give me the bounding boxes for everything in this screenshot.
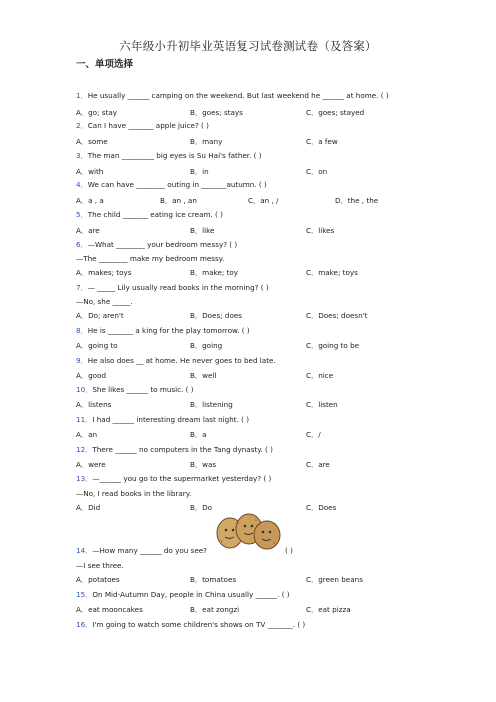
question-7-line-2: —No, she _____. (76, 297, 133, 306)
option-c: C．likes (306, 226, 335, 235)
option-b: B．well (190, 371, 217, 380)
question-6-line-2: —The ________ make my bedroom messy. (76, 254, 225, 263)
option-c: C．are (306, 460, 330, 469)
option-c: C．goes; stayed (306, 108, 365, 117)
option-a: A．a , a (76, 196, 104, 205)
question-6 (76, 240, 237, 250)
question-number: 1． (76, 91, 88, 100)
question-13-line-2: —No, I read books in the library. (76, 489, 192, 498)
question-8 (76, 326, 250, 336)
question-14 (76, 546, 207, 556)
option-b: B．Does; does (190, 311, 243, 320)
question-number: 11． (76, 415, 93, 424)
question-text: He usually ______ camping on the weekend. But last weekend he ______ at home. ( ) (87, 91, 389, 100)
option-b: B．eat zongzi (190, 605, 240, 614)
option-b: B．was (190, 460, 217, 469)
question-12 (76, 445, 273, 455)
option-c: C．eat pizza (306, 605, 351, 614)
question-14-line-2: —I see three. (76, 561, 124, 570)
option-a: A．going to (76, 341, 118, 350)
question-number: 13． (76, 474, 93, 483)
question-number: 7． (76, 283, 88, 292)
question-10 (76, 385, 194, 395)
section-heading: 一、单项选择 (76, 59, 134, 70)
option-a: A．were (76, 460, 106, 469)
option-a: A．makes; toys (76, 268, 132, 277)
question-2 (76, 121, 209, 131)
question-text: We can have ________ outing in _______autumn. ( ) (87, 180, 267, 189)
question-number: 16． (76, 620, 93, 629)
question-text: There ______ no computers in the Tang dynasty. ( ) (92, 445, 273, 454)
question-text: She likes ______ to music. ( ) (92, 385, 194, 394)
question-text: The child _______ eating ice cream. ( ) (87, 210, 223, 219)
option-a: A．an (76, 430, 98, 439)
question-text: The man _________ big eyes is Su Hai's father. ( ) (87, 151, 262, 160)
option-a: A．listens (76, 400, 112, 409)
option-d: D．the , the (335, 196, 379, 205)
question-text: —What ________ your bedroom messy? ( ) (87, 240, 238, 249)
question-text: Can I have _______ apple juice? ( ) (87, 121, 209, 130)
option-c: C．an , / (248, 196, 279, 205)
option-c: C．make; toys (306, 268, 358, 277)
question-text: —How many ______ do you see? (92, 546, 207, 555)
question-text: I'm going to watch some children's shows on TV _______. ( ) (92, 620, 306, 629)
option-a: A．good (76, 371, 107, 380)
option-c: C．going to be (306, 341, 360, 350)
option-b: B．going (190, 341, 223, 350)
option-b: B．like (190, 226, 215, 235)
potatoes-illustration (214, 511, 284, 553)
question-9 (76, 356, 276, 366)
question-11 (76, 415, 249, 425)
option-a: A．eat mooncakes (76, 605, 143, 614)
option-b: B．an , an (160, 196, 197, 205)
option-b: B．listening (190, 400, 233, 409)
option-c: C．Does (306, 503, 337, 512)
option-b: B．Do (190, 503, 213, 512)
option-a: A．are (76, 226, 100, 235)
option-b: B．make; toy (190, 268, 239, 277)
question-16 (76, 620, 305, 630)
question-number: 9． (76, 356, 88, 365)
question-text: I had ______ interesting dream last night. ( ) (92, 415, 250, 424)
option-b: B．in (190, 167, 209, 176)
question-number: 6． (76, 240, 88, 249)
option-b: B．many (190, 137, 223, 146)
option-c: C．on (306, 167, 328, 176)
question-text: He also does __ at home. He never goes to bed late. (87, 356, 276, 365)
question-number: 15． (76, 590, 93, 599)
option-b: B．tomatoes (190, 575, 237, 584)
option-c: C．listen (306, 400, 338, 409)
question-3 (76, 151, 262, 161)
question-text: On Mid-Autumn Day, people in China usually ______. ( ) (92, 590, 290, 599)
question-4 (76, 180, 267, 190)
question-5 (76, 210, 223, 220)
question-number: 4． (76, 180, 88, 189)
question-13 (76, 474, 271, 484)
question-number: 3． (76, 151, 88, 160)
question-15 (76, 590, 290, 600)
option-a: A．some (76, 137, 108, 146)
option-a: A．Did (76, 503, 101, 512)
question-1 (76, 91, 389, 101)
question-number: 12． (76, 445, 93, 454)
answer-parentheses: ( ) (285, 546, 293, 555)
option-a: A．go; stay (76, 108, 117, 117)
option-c: C．a few (306, 137, 338, 146)
option-c: C．nice (306, 371, 334, 380)
option-a: A．potatoes (76, 575, 120, 584)
option-c: C．Does; doesn't (306, 311, 368, 320)
option-b: B．goes; stays (190, 108, 243, 117)
option-b: B．a (190, 430, 207, 439)
question-number: 14． (76, 546, 93, 555)
question-number: 2． (76, 121, 88, 130)
option-a: A．Do; aren't (76, 311, 124, 320)
question-text: — _____ Lily usually read books in the morning? ( ) (87, 283, 269, 292)
option-a: A．with (76, 167, 104, 176)
page-title: 六年级小升初毕业英语复习试卷测试卷（及答案） (119, 39, 377, 53)
question-text: —______ you go to the supermarket yesterday? ( ) (92, 474, 272, 483)
question-number: 10． (76, 385, 93, 394)
question-number: 5． (76, 210, 88, 219)
question-7 (76, 283, 269, 293)
option-c: C．green beans (306, 575, 363, 584)
option-c: C．/ (306, 430, 321, 439)
question-text: He is _______ a king for the play tomorrow. ( ) (87, 326, 250, 335)
question-number: 8． (76, 326, 88, 335)
